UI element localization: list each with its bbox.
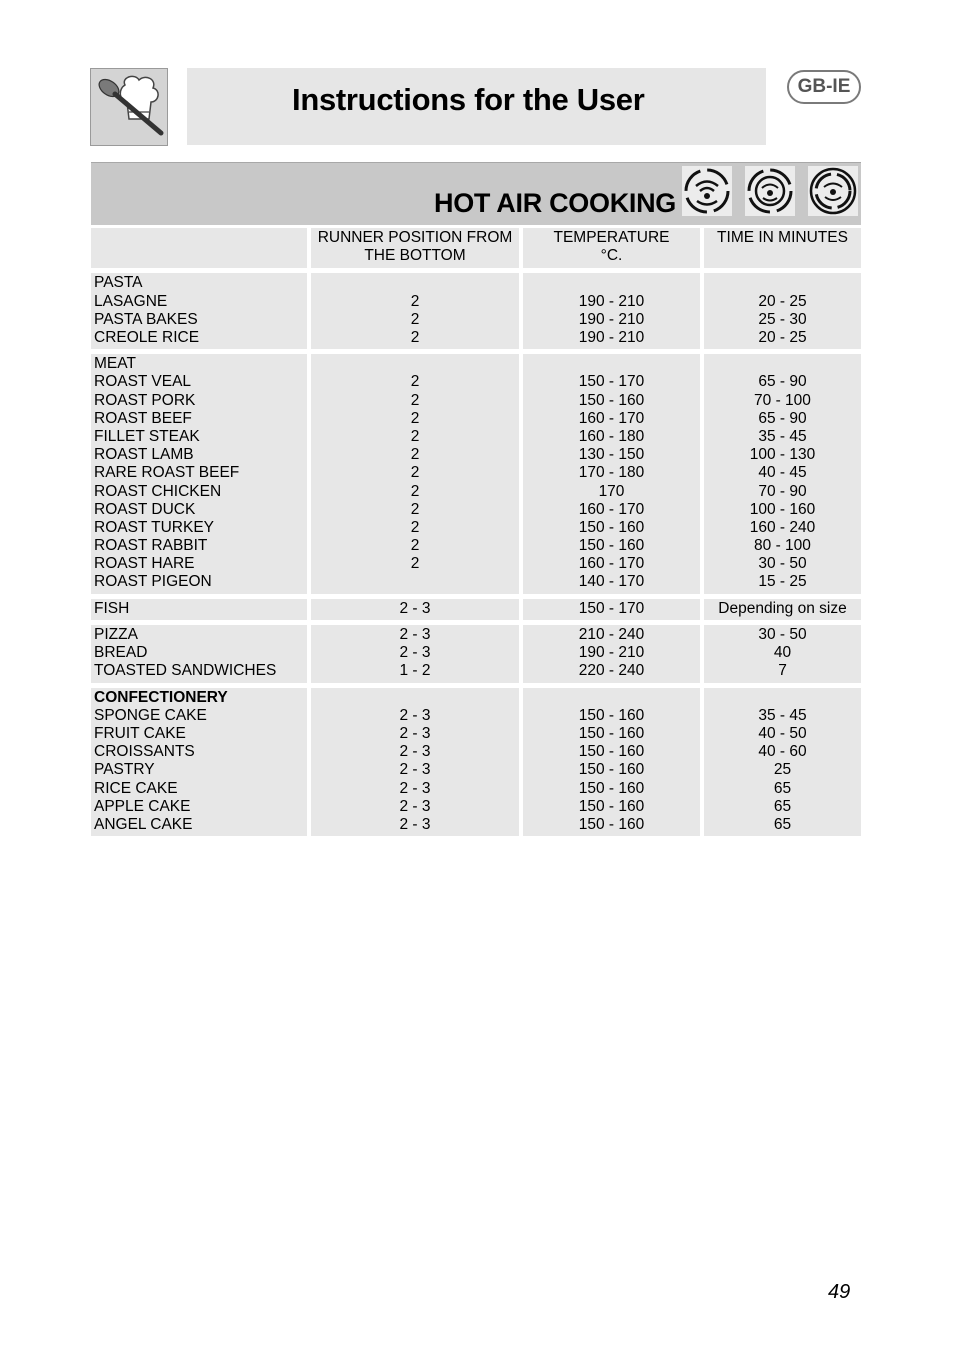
temperature: 160 - 170	[578, 500, 645, 518]
runner-position: 2 - 3	[399, 626, 431, 643]
cooking-time: 35 - 45	[758, 427, 807, 445]
runner-position: 2	[410, 500, 420, 518]
table-header-col-1	[91, 228, 307, 268]
food-name: RARE ROAST BEEF	[94, 464, 240, 482]
cooking-time: 15 - 25	[758, 573, 807, 591]
temperature: 170	[598, 482, 625, 500]
temperature: 190 - 210	[578, 644, 645, 662]
table-group-2-col-4	[704, 599, 861, 620]
cooking-time: 70 - 100	[754, 391, 811, 409]
runner-position: 2	[410, 482, 420, 500]
food-name: FISH	[94, 599, 130, 617]
food-name: ROAST HARE	[94, 555, 195, 573]
page-title: Instructions for the User	[292, 82, 645, 117]
temperature: 140 - 170	[578, 573, 645, 591]
table-header-col-2	[311, 228, 519, 268]
runner-position: 2 - 3	[399, 724, 431, 742]
runner-position: 2	[410, 555, 420, 573]
blank-line	[704, 689, 861, 707]
table-group-1-col-1	[91, 354, 307, 594]
table-header-col-3	[523, 228, 700, 268]
food-name: ANGEL CAKE	[94, 815, 193, 833]
table-group-2-col-2	[311, 599, 519, 620]
food-name: ROAST PORK	[94, 391, 196, 409]
chef-spoon-icon	[91, 69, 167, 145]
temperature: 150 - 160	[578, 815, 645, 833]
food-name: ROAST LAMB	[94, 446, 194, 464]
column-header: RUNNER POSITION FROM	[317, 229, 513, 246]
temperature: 150 - 170	[578, 599, 645, 617]
runner-position: 2	[410, 427, 420, 445]
runner-position: 2	[410, 292, 420, 310]
temperature: 150 - 160	[578, 724, 645, 742]
food-name: RICE CAKE	[94, 779, 178, 797]
table-group-1-col-2	[311, 354, 519, 594]
cooking-time: 70 - 90	[758, 482, 807, 500]
food-name: PASTRY	[94, 761, 155, 779]
temperature: 190 - 210	[578, 292, 645, 310]
runner-position: 2	[410, 373, 420, 391]
food-name: ROAST CHICKEN	[94, 482, 222, 500]
blank-line	[311, 689, 519, 707]
table-group-0-col-4	[704, 273, 861, 349]
table-group-4-col-2	[311, 688, 519, 837]
section-title: HOT AIR COOKING	[434, 188, 676, 218]
runner-position: 2	[410, 409, 420, 427]
food-name: TOASTED SANDWICHES	[94, 662, 277, 680]
blank-line	[704, 274, 861, 292]
table-group-2-col-1	[91, 599, 307, 620]
table-group-0-col-3	[523, 273, 700, 349]
page-number: 49	[828, 1281, 851, 1303]
cooking-time: 40 - 60	[758, 743, 807, 761]
temperature: 220 - 240	[578, 662, 645, 680]
cooking-time: 80 - 100	[754, 537, 811, 555]
blank-line	[523, 689, 700, 707]
runner-position: 2	[410, 391, 420, 409]
temperature: 160 - 180	[578, 427, 645, 445]
food-name: PASTA BAKES	[94, 310, 198, 328]
runner-position	[311, 573, 519, 591]
temperature: 150 - 160	[578, 518, 645, 536]
temperature: 160 - 170	[578, 555, 645, 573]
cooking-time: 65	[773, 797, 792, 815]
runner-position: 2 - 3	[399, 599, 431, 617]
runner-position: 1 - 2	[399, 662, 431, 680]
cooking-time: 30 - 50	[758, 626, 807, 643]
cooking-time: 40 - 45	[758, 464, 807, 482]
cooking-time: 25 - 30	[758, 310, 807, 328]
table-group-3-col-3	[523, 625, 700, 683]
cooking-time: 160 - 240	[749, 518, 816, 536]
table-group-3-col-1	[91, 625, 307, 683]
runner-position: 2 - 3	[399, 706, 431, 724]
column-header: THE BOTTOM	[364, 247, 466, 265]
food-name: ROAST TURKEY	[94, 518, 215, 536]
table-group-3-col-2	[311, 625, 519, 683]
header-title-box	[187, 68, 766, 145]
temperature: 150 - 160	[578, 797, 645, 815]
column-header: TEMPERATURE	[553, 229, 670, 246]
cooking-time: 40 - 50	[758, 724, 807, 742]
cooking-time: Depending on size	[718, 599, 847, 617]
temperature: 190 - 210	[578, 328, 645, 346]
food-name: FILLET STEAK	[94, 427, 200, 445]
cooking-time: 100 - 130	[749, 446, 816, 464]
temperature: 160 - 170	[578, 409, 645, 427]
food-name: BREAD	[94, 644, 148, 662]
table-group-4-col-3	[523, 688, 700, 837]
temperature: 150 - 160	[578, 391, 645, 409]
blank-line	[311, 274, 519, 292]
food-name: LASAGNE	[94, 292, 168, 310]
cooking-time: 65 - 90	[758, 373, 807, 391]
temperature: 150 - 160	[578, 743, 645, 761]
food-name: SPONGE CAKE	[94, 706, 207, 724]
group-heading: PASTA	[94, 274, 143, 292]
table-group-0-col-1	[91, 273, 307, 349]
food-name: APPLE CAKE	[94, 797, 191, 815]
cooking-time: 65	[773, 815, 792, 833]
runner-position: 2 - 3	[399, 761, 431, 779]
group-heading: CONFECTIONERY	[94, 688, 228, 706]
group-heading: MEAT	[94, 355, 136, 373]
section-banner	[91, 162, 861, 225]
food-name: ROAST BEEF	[94, 409, 192, 427]
brand-logo	[90, 68, 168, 146]
table-group-4-col-4	[704, 688, 861, 837]
blank-line	[311, 355, 519, 373]
food-name: CREOLE RICE	[94, 328, 200, 346]
cooking-time: 65	[773, 779, 792, 797]
blank-line	[523, 274, 700, 292]
column-header: TIME IN MINUTES	[717, 229, 848, 246]
cooking-time: 20 - 25	[758, 292, 807, 310]
runner-position: 2	[410, 446, 420, 464]
temperature: 150 - 160	[578, 537, 645, 555]
runner-position: 2	[410, 537, 420, 555]
cooking-time: 30 - 50	[758, 555, 807, 573]
table-group-4-col-1	[91, 688, 307, 837]
cooking-time: 20 - 25	[758, 328, 807, 346]
runner-position: 2	[410, 464, 420, 482]
table-group-1-col-4	[704, 354, 861, 594]
fan-element-icon	[808, 166, 858, 216]
temperature: 170 - 180	[578, 464, 645, 482]
food-name: ROAST VEAL	[94, 373, 192, 391]
table-group-1-col-3	[523, 354, 700, 594]
food-name: CROISSANTS	[94, 743, 195, 761]
runner-position: 2	[410, 518, 420, 536]
cooking-time: 25	[773, 761, 792, 779]
cooking-time: 35 - 45	[758, 706, 807, 724]
temperature: 150 - 160	[578, 779, 645, 797]
cooking-time: 65 - 90	[758, 409, 807, 427]
runner-position: 2	[410, 310, 420, 328]
runner-position: 2 - 3	[399, 644, 431, 662]
table-group-0-col-2	[311, 273, 519, 349]
runner-position: 2	[410, 328, 420, 346]
fan-circle-icon	[682, 166, 732, 216]
temperature: 150 - 170	[578, 373, 645, 391]
runner-position: 2 - 3	[399, 815, 431, 833]
runner-position: 2 - 3	[399, 797, 431, 815]
table-group-3-col-4	[704, 625, 861, 683]
temperature: 190 - 210	[578, 310, 645, 328]
cooking-time: 100 - 160	[749, 500, 816, 518]
runner-position: 2 - 3	[399, 779, 431, 797]
column-header: °C.	[600, 247, 623, 265]
fan-ring-icon	[745, 166, 795, 216]
language-badge: GB-IE	[787, 70, 861, 104]
food-name: FRUIT CAKE	[94, 724, 186, 742]
cooking-time: 40	[773, 644, 792, 662]
food-name: ROAST DUCK	[94, 500, 196, 518]
blank-line	[704, 355, 861, 373]
table-header-col-4	[704, 228, 861, 268]
column-header	[94, 229, 307, 247]
temperature: 150 - 160	[578, 706, 645, 724]
blank-line	[523, 355, 700, 373]
runner-position: 2 - 3	[399, 743, 431, 761]
temperature: 210 - 240	[578, 626, 645, 643]
food-name: PIZZA	[94, 626, 138, 643]
table-group-2-col-3	[523, 599, 700, 620]
food-name: ROAST RABBIT	[94, 537, 208, 555]
temperature: 150 - 160	[578, 761, 645, 779]
food-name: ROAST PIGEON	[94, 573, 212, 591]
cooking-time: 7	[778, 662, 787, 680]
temperature: 130 - 150	[578, 446, 645, 464]
